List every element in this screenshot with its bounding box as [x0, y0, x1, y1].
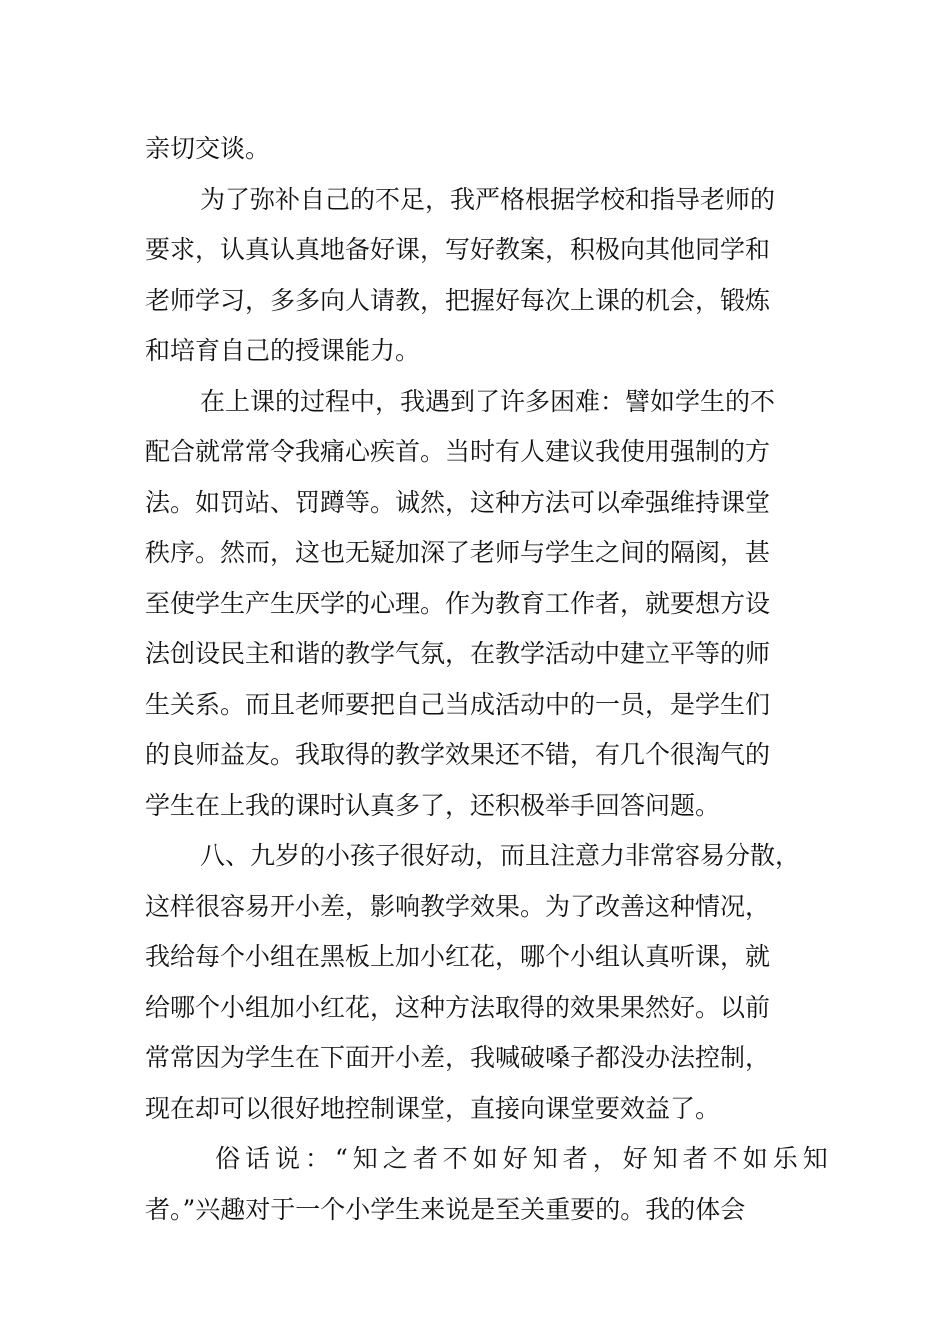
- text-line: 和培育自己的授课能力。: [145, 336, 421, 365]
- text-line: 者。”兴趣对于一个小学生来说是至关重要的。我的体会: [145, 1194, 746, 1224]
- text-line: 常常因为学生在下面开小差，我喊破嗓子都没办法控制，: [145, 1043, 771, 1072]
- paragraph-start-line: 在上课的过程中，我遇到了许多困难：譬如学生的不: [200, 386, 776, 416]
- text-line: 老师学习，多多向人请教，把握好每次上课的机会，锻炼: [145, 285, 771, 315]
- text-line: 要求，认真认真地备好课，写好教案，积极向其他同学和: [145, 235, 771, 264]
- text-line: 这样很容易开小差，影响教学效果。为了改善这种情况，: [145, 891, 771, 921]
- text-line: 现在却可以很好地控制课堂，直接向课堂要效益了。: [145, 1093, 721, 1123]
- text-line: 给哪个小组加小红花，这种方法取得的效果果然好。以前: [145, 992, 771, 1022]
- paragraph-start-line: 为了弥补自己的不足，我严格根据学校和指导老师的: [200, 184, 776, 214]
- paragraph-start-line: 八、九岁的小孩子很好动，而且注意力非常容易分散，: [200, 841, 801, 870]
- body-text: [145, 124, 845, 1235]
- text-line: 学生在上我的课时认真多了，还积极举手回答问题。: [145, 790, 721, 820]
- text-line: 亲切交谈。: [145, 134, 271, 163]
- text-line: 生关系。而且老师要把自己当成活动中的一员，是学生们: [145, 689, 771, 719]
- text-line: 我给每个小组在黑板上加小红花，哪个小组认真听课，就: [145, 942, 771, 971]
- text-line: 法创设民主和谐的教学气氛，在教学活动中建立平等的师: [145, 639, 771, 668]
- paragraph-start-line: 俗话说：“知之者不如好知者，好知者不如乐知: [215, 1144, 833, 1173]
- text-line: 秩序。然而，这也无疑加深了老师与学生之间的隔阂，甚: [145, 538, 771, 567]
- text-line: 的良师益友。我取得的教学效果还不错，有几个很淘气的: [145, 740, 771, 769]
- text-line: 配合就常常令我痛心疾首。当时有人建议我使用强制的方: [145, 437, 771, 466]
- text-line: 法。如罚站、罚蹲等。诚然，这种方法可以牵强维持课堂: [145, 487, 771, 517]
- text-line: 至使学生产生厌学的心理。作为教育工作者，就要想方设: [145, 588, 771, 618]
